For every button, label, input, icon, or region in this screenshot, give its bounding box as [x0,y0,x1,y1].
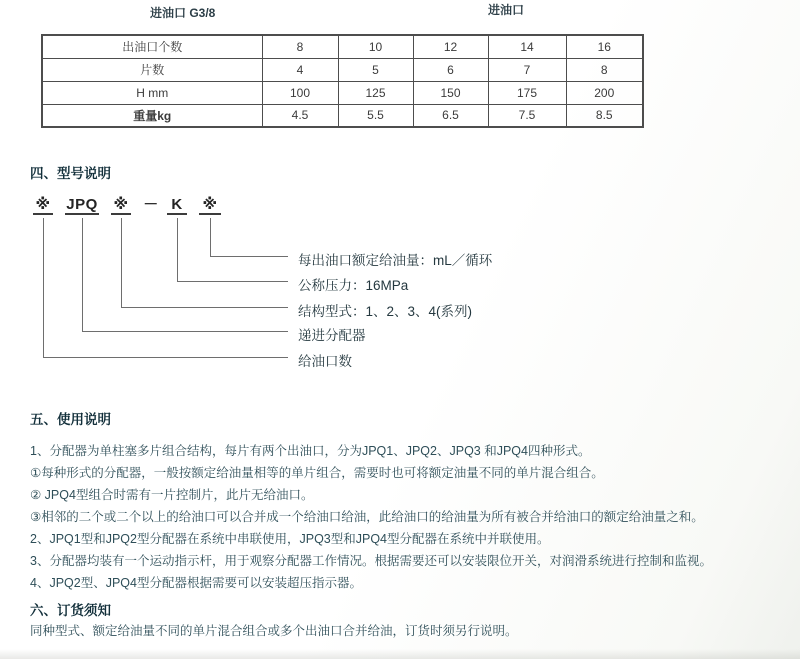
model-code-part-series: ※ [111,197,131,215]
table-cell: 4.5 [262,104,338,127]
table-cell: 4 [262,58,338,81]
callout-line-horizontal [121,307,288,308]
callout-line-horizontal [43,357,288,358]
model-code-part-k: K [167,197,187,215]
model-callout-pressure: 公称压力：16MPa [298,278,409,293]
usage-item-1a: ①每种形式的分配器，一般按额定给油量相等的单片组合，需要时也可将额定油量不同的单片混合组合。 [30,466,604,480]
callout-line-horizontal [82,331,288,332]
callout-line-vertical [210,218,211,256]
table-cell: 150 [413,81,488,104]
usage-item-2: 2、JPQ1型和JPQ2型分配器在系统中串联使用，JPQ3型和JPQ4型分配器在系统中并联使用。 [30,532,550,546]
model-callout-giveports: 给油口数 [298,354,352,369]
usage-item-4: 4、JPQ2型、JPQ4型分配器根据需要可以安装超压指示器。 [30,576,362,590]
model-code-part-jpq: JPQ [66,196,98,213]
table-cell: 14 [488,35,566,58]
model-code-dash: － [143,196,159,213]
row-label-piece-count: 片数 [42,58,262,81]
model-callout-distributor: 递进分配器 [298,328,366,343]
table-cell: 200 [566,81,643,104]
table-cell: 16 [566,35,643,58]
table-row-weight [42,104,643,127]
model-callout-flowrate: 每出油口额定给油量：mL／循环 [298,253,493,268]
callout-line-vertical [82,218,83,331]
table-cell: 100 [262,81,338,104]
table-cell: 5 [338,58,413,81]
table-cell: 7 [488,58,566,81]
order-note: 同种型式、额定给油量不同的单片混合组合或多个出油口合并给油，订货时须另行说明。 [30,624,518,638]
callout-line-horizontal [177,281,288,282]
row-label-weight-kg: 重量kg [42,104,262,127]
table-row-outlets [42,35,643,58]
spec-table [41,34,644,128]
usage-item-1b: ② JPQ4型组合时需有一片控制片，此片无给油口。 [30,488,314,502]
table-row-height [42,81,643,104]
section-heading-usage: 五、使用说明 [30,412,111,427]
section-heading-order: 六、订货须知 [30,603,111,618]
table-cell: 8 [262,35,338,58]
section-heading-model: 四、型号说明 [30,166,111,181]
model-code-part-giveports: ※ [33,197,53,215]
table-cell: 6.5 [413,104,488,127]
row-label-outlet-count: 出油口个数 [42,35,262,58]
scan-edge-shade [0,649,800,659]
inlet-port-g38-label: 进油口 G3/8 [150,6,216,20]
table-cell: 12 [413,35,488,58]
table-cell: 175 [488,81,566,104]
table-cell: 5.5 [338,104,413,127]
table-row-pieces [42,58,643,81]
callout-line-vertical [121,218,122,307]
callout-line-horizontal [210,256,288,257]
table-cell: 10 [338,35,413,58]
callout-line-vertical [177,218,178,281]
table-cell: 7.5 [488,104,566,127]
usage-item-1c: ③相邻的二个或二个以上的给油口可以合并成一个给油口给油，此给油口的给油量为所有被合并给油口的额定给油量之和。 [30,510,704,524]
model-code-part-flowrate: ※ [199,197,221,215]
row-label-h-mm: H mm [42,81,262,104]
table-cell: 125 [338,81,413,104]
table-cell: 6 [413,58,488,81]
model-callout-structure: 结构型式：1、2、3、4(系列) [298,304,473,319]
inlet-port-label: 进油口 [488,3,525,17]
usage-item-1: 1、分配器为单柱塞多片组合结构，每片有两个出油口，分为JPQ1、JPQ2、JPQ3 和JPQ4四种形式。 [30,444,591,458]
table-cell: 8.5 [566,104,643,127]
table-cell: 8 [566,58,643,81]
callout-line-vertical [43,218,44,357]
usage-item-3: 3、分配器均装有一个运动指示杆，用于观察分配器工作情况。根据需要还可以安装限位开关，对润滑系统进行控制和监视。 [30,554,712,568]
